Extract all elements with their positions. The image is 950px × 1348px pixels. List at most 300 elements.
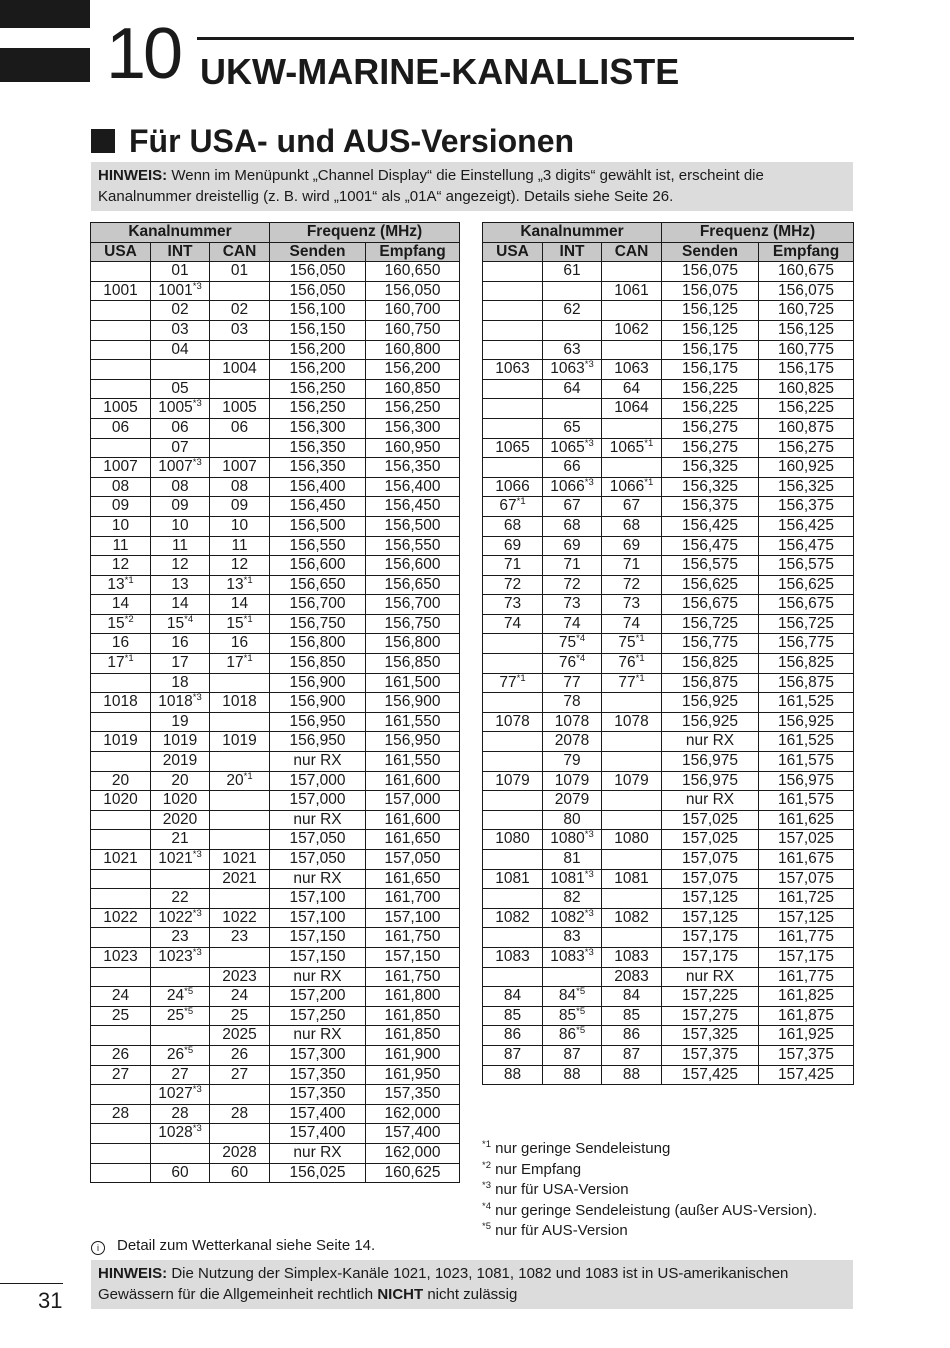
empfang-cell: 156,750 (366, 614, 460, 634)
usa-cell: 1063 (483, 360, 543, 380)
senden-cell: 156,275 (662, 438, 759, 458)
can-cell (602, 850, 662, 870)
usa-cell: 1019 (91, 732, 151, 752)
usa-cell: 10 (91, 516, 151, 536)
empfang-cell: 162,000 (366, 1143, 460, 1163)
senden-cell: 156,575 (662, 556, 759, 576)
can-cell: 17$^{*1}$ (210, 654, 270, 674)
usa-cell (483, 262, 543, 282)
usa-cell: 84 (483, 987, 543, 1007)
usa-cell (91, 967, 151, 987)
senden-cell: 157,375 (662, 1045, 759, 1065)
int-cell: 11 (151, 536, 210, 556)
int-cell: 18 (151, 673, 210, 693)
can-cell: 64 (602, 379, 662, 399)
empfang-cell: 161,650 (366, 830, 460, 850)
empfang-cell: 156,075 (759, 281, 854, 301)
footnote-mark: *4 (482, 1200, 491, 1212)
int-cell: 87 (543, 1045, 602, 1065)
empfang-cell: 156,925 (759, 712, 854, 732)
can-cell: 24 (210, 987, 270, 1007)
can-cell (210, 281, 270, 301)
usa-cell: 68 (483, 516, 543, 536)
senden-cell: 157,150 (270, 928, 366, 948)
table-row (91, 869, 460, 889)
int-cell: 85$^{*5}$ (543, 1006, 602, 1026)
table-row (483, 967, 854, 987)
int-cell (543, 320, 602, 340)
can-cell: 1078 (602, 712, 662, 732)
can-cell (210, 379, 270, 399)
int-cell: 79 (543, 752, 602, 772)
can-cell: 03 (210, 320, 270, 340)
int-cell: 1065$^{*3}$ (543, 438, 602, 458)
can-cell: 85 (602, 1006, 662, 1026)
empfang-cell: 160,725 (759, 301, 854, 321)
section-bullet-icon (91, 129, 115, 153)
table-row (91, 752, 460, 772)
empfang-cell: 161,575 (759, 791, 854, 811)
usa-cell: 1066 (483, 477, 543, 497)
table-row (483, 1026, 854, 1046)
empfang-cell: 156,300 (366, 418, 460, 438)
senden-cell: 156,075 (662, 262, 759, 282)
header-senden: Senden (270, 242, 366, 262)
table-row (91, 791, 460, 811)
weather-note-text: Detail zum Wetterkanal siehe Seite 14. (117, 1237, 376, 1254)
empfang-cell: 156,200 (366, 360, 460, 380)
senden-cell: 157,000 (270, 791, 366, 811)
table-row (483, 869, 854, 889)
table-row (91, 1163, 460, 1183)
int-cell: 72 (543, 575, 602, 595)
can-cell: 1082 (602, 908, 662, 928)
senden-cell: 157,025 (662, 810, 759, 830)
empfang-cell: 157,025 (759, 830, 854, 850)
senden-cell: 157,175 (662, 947, 759, 967)
can-cell: 60 (210, 1163, 270, 1183)
senden-cell: 156,250 (270, 399, 366, 419)
int-cell: 75$^{*4}$ (543, 634, 602, 654)
int-cell: 1001$^{*3}$ (151, 281, 210, 301)
senden-cell: 157,050 (270, 850, 366, 870)
table-row (483, 693, 854, 713)
int-cell: 1023$^{*3}$ (151, 947, 210, 967)
int-cell: 16 (151, 634, 210, 654)
header-kanalnummer: Kanalnummer (91, 223, 270, 243)
empfang-cell: 157,375 (759, 1045, 854, 1065)
table-row (483, 595, 854, 615)
usa-cell: 06 (91, 418, 151, 438)
int-cell: 14 (151, 595, 210, 615)
chapter-title: UKW-MARINE-KANALLISTE (200, 51, 680, 92)
can-cell: 1061 (602, 281, 662, 301)
senden-cell: nur RX (662, 791, 759, 811)
table-row (483, 850, 854, 870)
can-cell (210, 1085, 270, 1105)
senden-cell: 156,850 (270, 654, 366, 674)
senden-cell: 156,050 (270, 281, 366, 301)
senden-cell: 156,425 (662, 516, 759, 536)
empfang-cell: 160,925 (759, 458, 854, 478)
empfang-cell: 156,900 (366, 693, 460, 713)
table-row (91, 536, 460, 556)
int-cell: 65 (543, 418, 602, 438)
table-row (91, 360, 460, 380)
senden-cell: nur RX (662, 732, 759, 752)
senden-cell: 156,950 (270, 732, 366, 752)
empfang-cell: 161,525 (759, 732, 854, 752)
empfang-cell: 157,400 (366, 1124, 460, 1144)
table-row (483, 1045, 854, 1065)
senden-cell: 156,950 (270, 712, 366, 732)
usa-cell: 1005 (91, 399, 151, 419)
int-cell: 2078 (543, 732, 602, 752)
usa-cell (91, 673, 151, 693)
can-cell: 1065$^{*1}$ (602, 438, 662, 458)
can-cell: 1007 (210, 458, 270, 478)
senden-cell: 156,025 (270, 1163, 366, 1183)
usa-cell: 73 (483, 595, 543, 615)
senden-cell: 156,900 (270, 693, 366, 713)
can-cell: 69 (602, 536, 662, 556)
int-cell: 81 (543, 850, 602, 870)
usa-cell (483, 654, 543, 674)
empfang-cell: 161,525 (759, 693, 854, 713)
table-row (91, 967, 460, 987)
table-row (91, 928, 460, 948)
senden-cell: 157,425 (662, 1065, 759, 1085)
usa-cell (483, 418, 543, 438)
int-cell: 2019 (151, 752, 210, 772)
int-cell: 15$^{*4}$ (151, 614, 210, 634)
table-row (91, 301, 460, 321)
empfang-cell: 157,150 (366, 947, 460, 967)
int-cell: 68 (543, 516, 602, 536)
can-cell: 1083 (602, 947, 662, 967)
senden-cell: 157,225 (662, 987, 759, 1007)
usa-cell: 1081 (483, 869, 543, 889)
empfang-cell: 156,475 (759, 536, 854, 556)
note-bottom-emphasis: NICHT (377, 1286, 424, 1303)
can-cell: 28 (210, 1104, 270, 1124)
info-icon: i (91, 1241, 105, 1255)
header-empfang: Empfang (366, 242, 460, 262)
empfang-cell: 156,825 (759, 654, 854, 674)
usa-cell: 1022 (91, 908, 151, 928)
senden-cell: nur RX (270, 1026, 366, 1046)
empfang-cell: 160,650 (366, 262, 460, 282)
usa-cell (483, 340, 543, 360)
usa-cell (483, 458, 543, 478)
can-cell: 88 (602, 1065, 662, 1085)
senden-cell: 156,550 (270, 536, 366, 556)
empfang-cell: 156,700 (366, 595, 460, 615)
usa-cell (483, 693, 543, 713)
senden-cell: 156,500 (270, 516, 366, 536)
empfang-cell: 156,675 (759, 595, 854, 615)
int-cell (151, 360, 210, 380)
table-row (483, 830, 854, 850)
table-row (91, 458, 460, 478)
usa-cell (91, 889, 151, 909)
senden-cell: 156,750 (270, 614, 366, 634)
empfang-cell: 161,825 (759, 987, 854, 1007)
footnote-mark: *1 (482, 1139, 491, 1150)
int-cell: 24$^{*5}$ (151, 987, 210, 1007)
footnote (482, 1160, 817, 1181)
empfang-cell: 156,375 (759, 497, 854, 517)
can-cell: 1004 (210, 360, 270, 380)
empfang-cell: 156,350 (366, 458, 460, 478)
int-cell: 1079 (543, 771, 602, 791)
senden-cell: 156,175 (662, 360, 759, 380)
usa-cell (483, 320, 543, 340)
empfang-cell: 161,550 (366, 712, 460, 732)
int-cell: 12 (151, 556, 210, 576)
can-cell: 1021 (210, 850, 270, 870)
table-row (91, 908, 460, 928)
table-row (91, 281, 460, 301)
channel-table-left-body (91, 262, 460, 1183)
empfang-cell: 156,275 (759, 438, 854, 458)
usa-cell: 25 (91, 1006, 151, 1026)
int-cell: 20 (151, 771, 210, 791)
empfang-cell: 157,075 (759, 869, 854, 889)
int-cell: 67 (543, 497, 602, 517)
can-cell: 14 (210, 595, 270, 615)
int-cell: 1027$^{*3}$ (151, 1085, 210, 1105)
senden-cell: 156,075 (662, 281, 759, 301)
can-cell: 71 (602, 556, 662, 576)
table-row (483, 712, 854, 732)
can-cell (602, 928, 662, 948)
can-cell: 16 (210, 634, 270, 654)
usa-cell: 1079 (483, 771, 543, 791)
senden-cell: 157,400 (270, 1104, 366, 1124)
can-cell (210, 1124, 270, 1144)
table-row (91, 1045, 460, 1065)
empfang-cell: 157,425 (759, 1065, 854, 1085)
table-row (91, 379, 460, 399)
note-bottom-label: HINWEIS: (98, 1265, 168, 1282)
empfang-cell: 161,950 (366, 1065, 460, 1085)
table-row (91, 1124, 460, 1144)
table-row (483, 575, 854, 595)
usa-cell (91, 1085, 151, 1105)
senden-cell: 156,200 (270, 360, 366, 380)
header-can: CAN (602, 242, 662, 262)
usa-cell (91, 869, 151, 889)
usa-cell (91, 830, 151, 850)
usa-cell: 20 (91, 771, 151, 791)
can-cell: 1066$^{*1}$ (602, 477, 662, 497)
can-cell: 1079 (602, 771, 662, 791)
empfang-cell: 161,775 (759, 967, 854, 987)
table-row (483, 360, 854, 380)
footnote (482, 1180, 817, 1201)
header-kanalnummer: Kanalnummer (483, 223, 662, 243)
can-cell: 27 (210, 1065, 270, 1085)
empfang-cell: 161,500 (366, 673, 460, 693)
can-cell: 1062 (602, 320, 662, 340)
can-cell (210, 889, 270, 909)
int-cell: 1028$^{*3}$ (151, 1124, 210, 1144)
table-row (91, 614, 460, 634)
header-can: CAN (210, 242, 270, 262)
usa-cell: 17$^{*1}$ (91, 654, 151, 674)
int-cell: 1020 (151, 791, 210, 811)
senden-cell: 156,250 (270, 379, 366, 399)
empfang-cell: 157,125 (759, 908, 854, 928)
senden-cell: 157,250 (270, 1006, 366, 1026)
empfang-cell: 160,675 (759, 262, 854, 282)
can-cell: 01 (210, 262, 270, 282)
can-cell: 1081 (602, 869, 662, 889)
empfang-cell: 160,750 (366, 320, 460, 340)
empfang-cell: 156,450 (366, 497, 460, 517)
table-row (483, 947, 854, 967)
channel-table-right-body (483, 262, 854, 1085)
usa-cell: 1021 (91, 850, 151, 870)
note-bottom-text: Die Nutzung der Simplex-Kanäle 1021, 1023, 1081, 1082 und 1083 ist in US-amerikanischen Gewässern für die Allgemeinheit rechtlich (98, 1265, 789, 1303)
table-row (483, 654, 854, 674)
usa-cell: 1007 (91, 458, 151, 478)
senden-cell: 156,825 (662, 654, 759, 674)
can-cell: 86 (602, 1026, 662, 1046)
can-cell (210, 947, 270, 967)
int-cell (151, 1143, 210, 1163)
senden-cell: 156,050 (270, 262, 366, 282)
footnote-mark: *3 (482, 1180, 491, 1191)
senden-cell: 156,150 (270, 320, 366, 340)
senden-cell: 156,600 (270, 556, 366, 576)
usa-cell: 16 (91, 634, 151, 654)
footnote-text: nur geringe Sendeleistung (außer AUS-Version). (495, 1201, 818, 1219)
senden-cell: 157,350 (270, 1065, 366, 1085)
empfang-cell: 156,975 (759, 771, 854, 791)
usa-cell (483, 399, 543, 419)
header-empfang: Empfang (759, 242, 854, 262)
empfang-cell: 161,575 (759, 752, 854, 772)
int-cell: 78 (543, 693, 602, 713)
senden-cell: nur RX (270, 1143, 366, 1163)
usa-cell: 11 (91, 536, 151, 556)
table-row (91, 850, 460, 870)
table-row (483, 399, 854, 419)
can-cell: 12 (210, 556, 270, 576)
can-cell (602, 458, 662, 478)
table-row (91, 262, 460, 282)
usa-cell (483, 379, 543, 399)
senden-cell: nur RX (270, 810, 366, 830)
usa-cell (91, 1026, 151, 1046)
int-cell: 22 (151, 889, 210, 909)
header-frequenz: Frequenz (MHz) (662, 223, 854, 243)
table-row (91, 595, 460, 615)
table-row (91, 575, 460, 595)
usa-cell: 15$^{*2}$ (91, 614, 151, 634)
table-row (483, 301, 854, 321)
int-cell: 07 (151, 438, 210, 458)
senden-cell: 157,350 (270, 1085, 366, 1105)
header-usa: USA (91, 242, 151, 262)
empfang-cell: 156,875 (759, 673, 854, 693)
can-cell: 10 (210, 516, 270, 536)
usa-cell: 1020 (91, 791, 151, 811)
int-cell: 1018$^{*3}$ (151, 693, 210, 713)
int-cell: 86$^{*5}$ (543, 1026, 602, 1046)
empfang-cell: 156,175 (759, 360, 854, 380)
note-top (91, 162, 853, 211)
note-bottom-text-end: nicht zulässig (427, 1286, 518, 1303)
section-title: Für USA- und AUS-Versionen (129, 123, 575, 159)
usa-cell (91, 928, 151, 948)
table-row (483, 340, 854, 360)
table-row (483, 752, 854, 772)
empfang-cell: 156,400 (366, 477, 460, 497)
table-row (483, 418, 854, 438)
usa-cell: 72 (483, 575, 543, 595)
senden-cell: nur RX (270, 869, 366, 889)
can-cell: 23 (210, 928, 270, 948)
table-row (483, 1006, 854, 1026)
table-row (91, 693, 460, 713)
int-cell: 23 (151, 928, 210, 948)
usa-cell: 88 (483, 1065, 543, 1085)
table-row (483, 791, 854, 811)
weather-note (91, 1236, 375, 1256)
usa-cell: 1065 (483, 438, 543, 458)
int-cell: 25$^{*5}$ (151, 1006, 210, 1026)
table-row (91, 1006, 460, 1026)
empfang-cell: 156,050 (366, 281, 460, 301)
table-row (483, 810, 854, 830)
can-cell: 1019 (210, 732, 270, 752)
section-heading (91, 121, 574, 161)
int-cell: 62 (543, 301, 602, 321)
empfang-cell: 161,700 (366, 889, 460, 909)
int-cell: 73 (543, 595, 602, 615)
senden-cell: 156,350 (270, 458, 366, 478)
senden-cell: 156,675 (662, 595, 759, 615)
senden-cell: 156,200 (270, 340, 366, 360)
empfang-cell: 156,125 (759, 320, 854, 340)
senden-cell: 156,375 (662, 497, 759, 517)
empfang-cell: 156,950 (366, 732, 460, 752)
can-cell: 2025 (210, 1026, 270, 1046)
senden-cell: 156,475 (662, 536, 759, 556)
note-bottom (91, 1260, 853, 1309)
usa-cell: 1083 (483, 947, 543, 967)
senden-cell: nur RX (270, 752, 366, 772)
usa-cell: 1001 (91, 281, 151, 301)
empfang-cell: 161,900 (366, 1045, 460, 1065)
int-cell: 69 (543, 536, 602, 556)
int-cell: 84$^{*5}$ (543, 987, 602, 1007)
table-row (483, 477, 854, 497)
can-cell (602, 262, 662, 282)
table-row (483, 732, 854, 752)
usa-cell (483, 967, 543, 987)
int-cell: 01 (151, 262, 210, 282)
empfang-cell: 156,850 (366, 654, 460, 674)
usa-cell: 26 (91, 1045, 151, 1065)
can-cell: 15$^{*1}$ (210, 614, 270, 634)
empfang-cell: 161,650 (366, 869, 460, 889)
senden-cell: 157,325 (662, 1026, 759, 1046)
int-cell (151, 1026, 210, 1046)
